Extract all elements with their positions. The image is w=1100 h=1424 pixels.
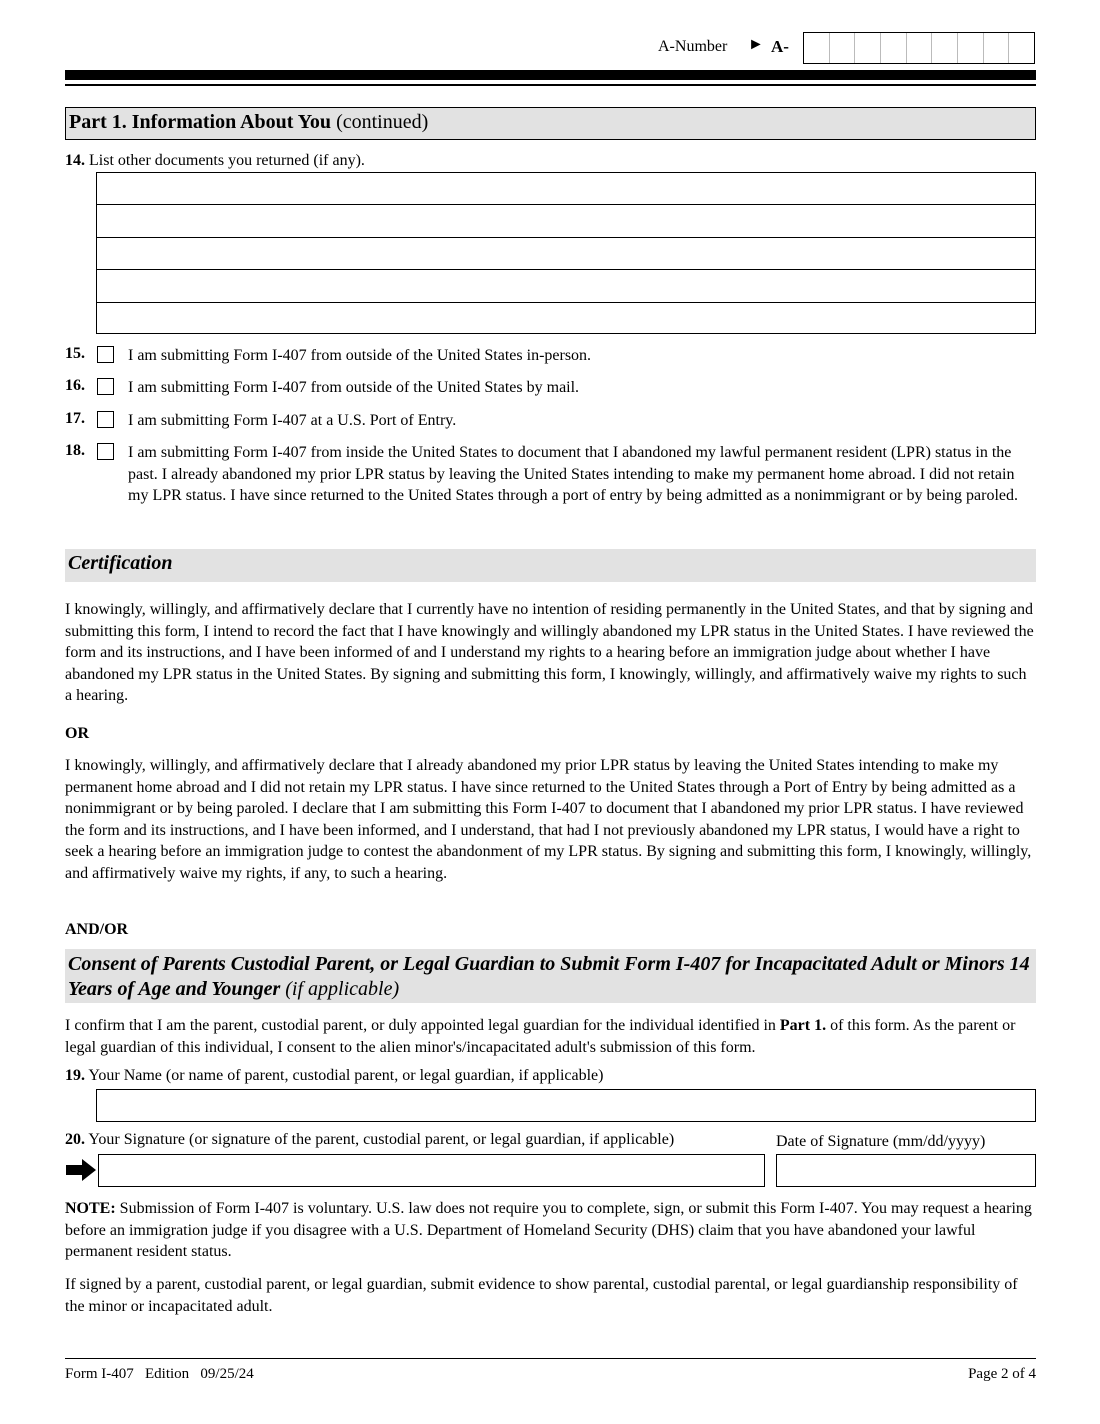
part-1-title-suffix: (continued) (336, 111, 429, 133)
a-number-digit-cell[interactable] (855, 33, 881, 63)
question-18-checkbox[interactable] (97, 443, 114, 460)
question-19 (65, 1067, 603, 1085)
part-1-title: Part 1. Information About You (69, 111, 332, 133)
a-number-digit-cell[interactable] (907, 33, 933, 63)
guardian-evidence-note: If signed by a parent, custodial parent, or legal guardian, submit evidence to show parental, custodial parental, or legal guardianship responsibility of the minor or incapacitated adult. (65, 1276, 1018, 1315)
a-number-digit-cell[interactable] (984, 33, 1010, 63)
question-18 (65, 442, 1036, 507)
header-rule-thick (65, 70, 1036, 80)
a-number-digit-cell[interactable] (958, 33, 984, 63)
note-text: Submission of Form I-407 is voluntary. U.S. law does not require you to complete, sign, or submit this Form I-407. You may request a hearing before an immigration judge if you disagree with a U.S. Department of Homeland Security (DHS) claim that you have abandoned your lawful permanent resident status. (65, 1200, 1032, 1260)
a-number-digit-cell[interactable] (804, 33, 830, 63)
part-1-heading (65, 107, 1036, 140)
note-paragraph (65, 1198, 1036, 1263)
arrow-right-icon: ► (748, 36, 764, 53)
a-number-label: A-Number (658, 38, 728, 55)
certification-paragraph-2: I knowingly, willingly, and affirmatively declare that I already abandoned my prior LPR status by leaving the United States intending to make my permanent home abroad and I did not retain my LPR status. I have since returned to the United States through a Port of Entry by being admitted as a nonimmigrant or by being paroled. I declare that I am submitting this Form I-407 to document that I abandoned my prior LPR status. I have reviewed the form and its instructions, and I have been informed, and I understand, that had I not previously abandoned my LPR status, I would have a right to seek a hearing before an immigration judge to contest the abandonment of my LPR status. By signing and submitting this form, I knowingly, willingly, and affirmatively waive my rights, if any, to such a hearing. (65, 757, 1032, 882)
a-number-prefix: A- (771, 37, 789, 56)
question-17-checkbox[interactable] (97, 411, 114, 428)
question-20-number: 20. (65, 1131, 85, 1148)
question-16 (65, 377, 1036, 399)
a-number-digit-cell[interactable] (830, 33, 856, 63)
date-of-signature-input[interactable] (776, 1154, 1036, 1187)
consent-part-ref: Part 1. (779, 1017, 827, 1034)
other-documents-line[interactable] (97, 238, 1035, 270)
certification-heading: Certification (65, 549, 1036, 582)
question-14-label: List other documents you returned (if any). (89, 152, 365, 169)
question-18-number: 18. (65, 442, 85, 459)
question-15-checkbox[interactable] (97, 346, 114, 363)
certification-paragraph-1: I knowingly, willingly, and affirmatively declare that I currently have no intention of residing permanently in the United States, and that by signing and submitting this form, I intend to record the fact that I have knowingly and willingly abandoned my LPR status in the United States. I have reviewed the form and its instructions, and I have been informed of and I understand my rights to a hearing before an immigration judge about whether I have abandoned my LPR status in the United States. By signing and submitting this form, I knowingly, willingly, and affirmatively waive my rights to such a hearing. (65, 601, 1034, 704)
question-16-checkbox[interactable] (97, 378, 114, 395)
question-19-label: Your Name (or name of parent, custodial parent, or legal guardian, if applicable) (88, 1067, 604, 1084)
other-documents-line[interactable] (97, 303, 1035, 335)
note-label: NOTE: (65, 1200, 116, 1217)
question-15 (65, 345, 1036, 367)
signature-input[interactable] (98, 1154, 765, 1187)
other-documents-line[interactable] (97, 205, 1035, 237)
consent-text-after: of this form. As the parent or legal guardian of this individual, I consent to the alien minor's/incapacitated adult's submission of this form. (65, 1017, 1016, 1056)
header-rule-thin (65, 84, 1036, 86)
question-15-number: 15. (65, 345, 85, 362)
other-documents-field[interactable] (96, 172, 1036, 334)
question-17-number: 17. (65, 410, 85, 427)
consent-heading (65, 949, 1036, 1003)
a-number-input[interactable] (803, 32, 1035, 64)
date-of-signature-label: Date of Signature (mm/dd/yyyy) (776, 1133, 986, 1150)
form-edition: Form I-407 Edition 09/25/24 (65, 1366, 254, 1382)
consent-heading-suffix: (if applicable) (285, 978, 400, 1000)
question-16-number: 16. (65, 377, 85, 394)
and-or-label: AND/OR (65, 921, 129, 938)
question-14 (65, 152, 365, 170)
consent-text-before: I confirm that I am the parent, custodial parent, or duly appointed legal guardian for the individual identified in (65, 1017, 776, 1034)
other-documents-line[interactable] (97, 270, 1035, 302)
consent-heading-title: Consent of Parents Custodial Parent, or Legal Guardian to Submit Form I-407 for Incapacitated Adult or Minors 14 Years of Age and Younger (68, 953, 1030, 1000)
question-19-number: 19. (65, 1067, 85, 1084)
question-17-label: I am submitting Form I-407 at a U.S. Port of Entry. (128, 412, 457, 429)
a-number-digit-cell[interactable] (881, 33, 907, 63)
question-20-label: Your Signature (or signature of the parent, custodial parent, or legal guardian, if applicable) (88, 1131, 675, 1148)
question-18-label: I am submitting Form I-407 from inside the United States to document that I abandoned my lawful permanent resident (LPR) status in the past. I already abandoned my prior LPR status by leaving the United States intending to make my permanent home abroad. I did not retain my LPR status. I have since returned to the United States through a port of entry by being admitted as a nonimmigrant or by being paroled. (128, 444, 1019, 504)
footer-rule (65, 1358, 1036, 1359)
or-label: OR (65, 725, 89, 742)
question-16-label: I am submitting Form I-407 from outside of the United States by mail. (128, 379, 580, 396)
consent-paragraph (65, 1015, 1036, 1058)
question-20 (65, 1131, 674, 1149)
other-documents-line[interactable] (97, 173, 1035, 205)
question-17 (65, 410, 1036, 432)
a-number-digit-cell[interactable] (1009, 33, 1034, 63)
question-14-number: 14. (65, 152, 85, 169)
page-number: Page 2 of 4 (968, 1366, 1036, 1382)
a-number-digit-cell[interactable] (932, 33, 958, 63)
name-input[interactable] (96, 1089, 1036, 1122)
question-15-label: I am submitting Form I-407 from outside of the United States in-person. (128, 347, 592, 364)
signature-arrow-icon (65, 1158, 97, 1182)
